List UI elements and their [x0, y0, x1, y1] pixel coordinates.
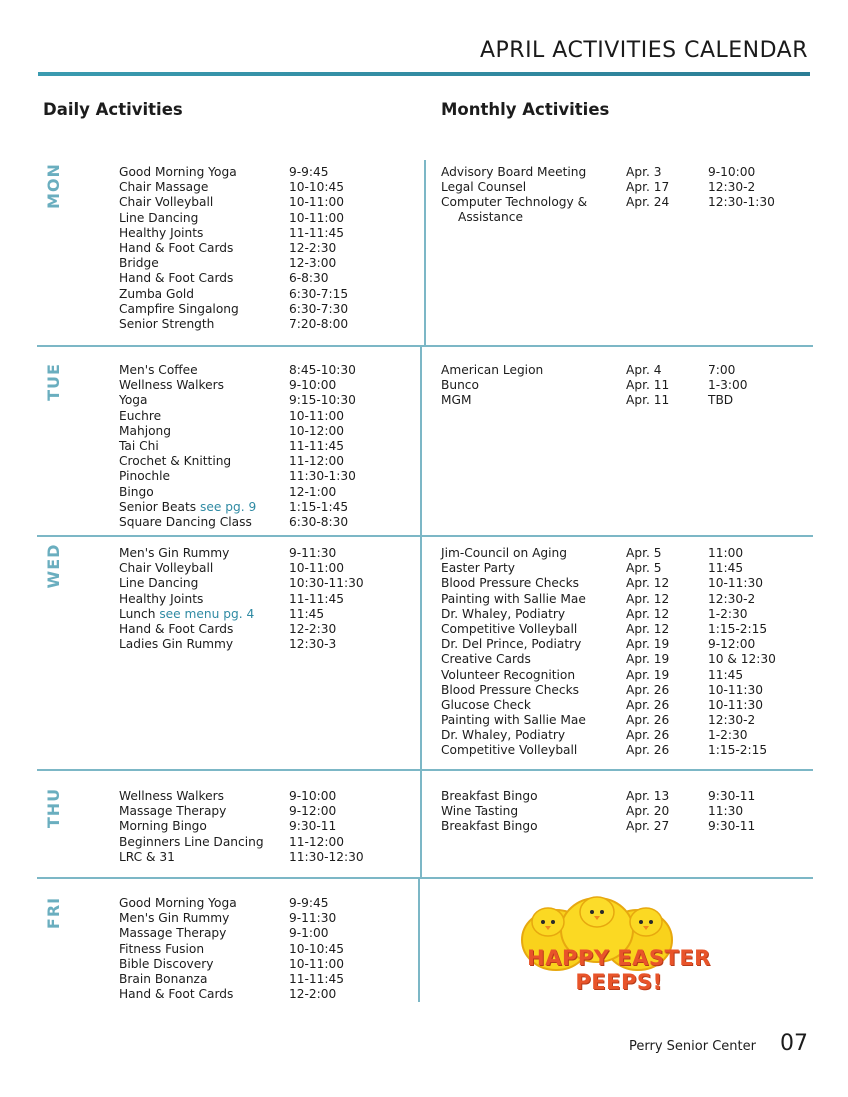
activity-time: 10-10:45: [289, 941, 345, 956]
activity-time: 12:30-2: [708, 713, 756, 728]
activity-time: 10 & 12:30: [708, 652, 776, 667]
activity-time: 6-8:30: [289, 271, 329, 286]
day-label-wed: WED: [44, 543, 63, 589]
activity-name: Healthy Joints: [119, 591, 204, 606]
activity-time: TBD: [708, 393, 734, 408]
activity-time: 12-2:00: [289, 987, 337, 1002]
activity-date: Apr. 24: [626, 195, 670, 210]
activity-date: Apr. 5: [626, 561, 662, 576]
daily-activities-heading: Daily Activities: [43, 100, 183, 119]
peeps-caption: HAPPY EASTER PEEPS!: [527, 946, 711, 994]
activity-date: Apr. 20: [626, 804, 670, 819]
activity-name: Chair Massage: [119, 180, 209, 195]
monthly-item-continuation: Assistance: [458, 210, 523, 224]
activity-name: Line Dancing: [119, 210, 199, 225]
activity-name: Healthy Joints: [119, 225, 204, 240]
activity-time: 7:00: [708, 363, 736, 377]
activity-name: Painting with Sallie Mae: [441, 713, 586, 728]
activity-name: Bunco: [441, 378, 479, 393]
activity-time: 9-11:30: [289, 546, 337, 560]
activity-time: 12:30-2: [708, 180, 756, 195]
activity-name: Painting with Sallie Mae: [441, 591, 586, 606]
activity-time: 9-10:00: [289, 789, 337, 803]
activity-date: Apr. 3: [626, 165, 662, 179]
activity-name: Beginners Line Dancing: [119, 834, 264, 849]
activity-name: Euchre: [119, 408, 162, 423]
activity-name: Bingo: [119, 484, 154, 499]
footer-center-name: Perry Senior Center: [629, 1039, 756, 1054]
activity-time: 12:30-2: [708, 591, 756, 606]
activity-time: 6:30-7:15: [289, 286, 349, 301]
activity-name: Bridge: [119, 256, 159, 271]
day-label-thu: THU: [44, 787, 63, 829]
activity-time: 11-11:45: [289, 971, 345, 986]
activity-name: Blood Pressure Checks: [441, 576, 580, 591]
activity-time: 12-1:00: [289, 484, 337, 499]
activity-date: Apr. 27: [626, 819, 670, 834]
activity-date: Apr. 12: [626, 606, 670, 621]
activity-time: 11:30-12:30: [289, 849, 364, 864]
activity-name: Hand & Foot Cards: [119, 240, 234, 255]
activity-date: Apr. 13: [626, 789, 670, 803]
easter-peeps-graphic: [488, 896, 750, 1000]
activity-name: Good Morning Yoga: [119, 896, 237, 910]
activity-name: Men's Coffee: [119, 363, 198, 377]
activity-name: Morning Bingo: [119, 819, 207, 834]
column-divider: [420, 536, 422, 770]
activity-time: 11:45: [708, 667, 744, 682]
activity-name: Tai Chi: [119, 438, 159, 453]
activity-time: 11-11:45: [289, 225, 345, 240]
activity-time: 9-12:00: [289, 804, 337, 819]
activity-time: 9-1:00: [289, 926, 329, 941]
activity-name: Competitive Volleyball: [441, 621, 578, 636]
activity-time: 10-11:00: [289, 210, 345, 225]
activity-name: Ladies Gin Rummy: [119, 637, 234, 652]
activity-time: 9:30-11: [708, 819, 756, 834]
activity-time: 10-10:45: [289, 180, 345, 195]
activity-time: 11-12:00: [289, 454, 345, 469]
activity-time: 6:30-8:30: [289, 514, 349, 529]
activity-time: 9:30-11: [289, 819, 337, 834]
activity-time: 12:30-3: [289, 637, 337, 652]
column-divider: [418, 878, 420, 1002]
activity-time: 9-9:45: [289, 896, 329, 910]
activity-name: Wellness Walkers: [119, 789, 225, 803]
peep-head-center: [580, 897, 614, 927]
row-divider: [37, 769, 813, 771]
peep-head-left: [532, 908, 564, 936]
activity-name: Good Morning Yoga: [119, 165, 237, 179]
activity-date: Apr. 4: [626, 363, 662, 377]
activity-time: 11-12:00: [289, 834, 345, 849]
activity-name: Mahjong: [119, 423, 172, 438]
activity-time: 12:30-1:30: [708, 195, 775, 210]
activity-date: Apr. 26: [626, 713, 670, 728]
activity-date: Apr. 12: [626, 591, 670, 606]
activity-name: Massage Therapy: [119, 926, 227, 941]
day-label-mon: MON: [44, 163, 63, 209]
activity-name: American Legion: [441, 363, 544, 377]
activity-time: 12-3:00: [289, 256, 337, 271]
activity-date: Apr. 11: [626, 393, 670, 408]
activity-name: LRC & 31: [119, 849, 175, 864]
activity-time: 9-10:00: [708, 165, 756, 179]
activity-name: Men's Gin Rummy: [119, 546, 230, 560]
activity-name: MGM: [441, 393, 472, 408]
activity-name: Senior Strength: [119, 316, 215, 331]
activity-date: Apr. 19: [626, 637, 670, 652]
activity-time: 12-2:30: [289, 240, 337, 255]
activity-time: 10-11:00: [289, 956, 345, 971]
activity-name: Breakfast Bingo: [441, 789, 538, 803]
activity-time: 10-11:30: [708, 682, 764, 697]
activity-time: 11:00: [708, 546, 744, 560]
activity-date: Apr. 26: [626, 682, 670, 697]
activity-date: Apr. 26: [626, 743, 670, 758]
column-divider: [424, 160, 426, 346]
activity-time: 9:30-11: [708, 789, 756, 803]
activity-date: Apr. 26: [626, 728, 670, 743]
activity-name: Creative Cards: [441, 652, 531, 667]
activity-name: Pinochle: [119, 469, 170, 484]
activity-name: Chair Volleyball: [119, 561, 214, 576]
peep-head-right: [630, 908, 662, 936]
activity-name: Yoga: [119, 393, 148, 408]
activity-time: 11-11:45: [289, 591, 345, 606]
activity-name: Wellness Walkers: [119, 378, 225, 393]
activity-name: Easter Party: [441, 561, 515, 576]
activity-time: 11:30: [708, 804, 744, 819]
activity-name: Campfire Singalong: [119, 301, 239, 316]
activity-name: Zumba Gold: [119, 286, 195, 301]
day-label-fri: FRI: [44, 896, 63, 930]
activity-name: Hand & Foot Cards: [119, 987, 234, 1002]
activity-time: 9:15-10:30: [289, 393, 356, 408]
activity-time: 10-11:00: [289, 195, 345, 210]
row-divider: [37, 535, 813, 537]
activity-name: Line Dancing: [119, 576, 199, 591]
activity-time: 11:30-1:30: [289, 469, 356, 484]
activity-name: Glucose Check: [441, 697, 531, 712]
activity-time: 10-11:00: [289, 408, 345, 423]
column-divider: [420, 770, 422, 878]
activity-date: Apr. 12: [626, 576, 670, 591]
activity-time: 1-2:30: [708, 728, 748, 743]
activity-name: Fitness Fusion: [119, 941, 205, 956]
activity-date: Apr. 19: [626, 667, 670, 682]
page-reference-link[interactable]: see pg. 9: [200, 499, 257, 514]
activity-name: Lunch: [119, 606, 156, 621]
activity-name: Hand & Foot Cards: [119, 271, 234, 286]
activity-time: 9-12:00: [708, 637, 756, 652]
activity-name: Computer Technology &: [441, 195, 588, 210]
activity-name: Hand & Foot Cards: [119, 621, 234, 636]
activity-time: 7:20-8:00: [289, 316, 349, 331]
activity-name: Jim-Council on Aging: [441, 546, 567, 560]
activity-name: Blood Pressure Checks: [441, 682, 580, 697]
activity-name: Advisory Board Meeting: [441, 165, 587, 179]
activity-name: Competitive Volleyball: [441, 743, 578, 758]
activity-name: Breakfast Bingo: [441, 819, 538, 834]
activity-name: Crochet & Knitting: [119, 454, 232, 469]
activity-time: 10-12:00: [289, 423, 345, 438]
activity-name: Dr. Del Prince, Podiatry: [441, 637, 582, 652]
activity-time: 10-11:00: [289, 561, 345, 576]
activity-time: 10-11:30: [708, 697, 764, 712]
activity-time: 11:45: [708, 561, 744, 576]
activity-time: 1:15-2:15: [708, 743, 768, 758]
activity-date: Apr. 5: [626, 546, 662, 560]
activity-time: 9-11:30: [289, 911, 337, 926]
activity-time: 6:30-7:30: [289, 301, 349, 316]
title-rule: [38, 72, 810, 76]
activity-name: Square Dancing Class: [119, 514, 252, 529]
activity-time: 1:15-2:15: [708, 621, 768, 636]
activity-name: Brain Bonanza: [119, 971, 208, 986]
activity-name: Bible Discovery: [119, 956, 214, 971]
monthly-activities-heading: Monthly Activities: [441, 100, 610, 119]
activity-time: 10:30-11:30: [289, 576, 364, 591]
activity-time: 1-3:00: [708, 378, 748, 393]
activity-name: Chair Volleyball: [119, 195, 214, 210]
activity-date: Apr. 12: [626, 621, 670, 636]
activity-name: Wine Tasting: [441, 804, 519, 819]
activity-name-with-link: [119, 607, 254, 622]
activity-time: 12-2:30: [289, 621, 337, 636]
activity-time: 1:15-1:45: [289, 499, 349, 514]
activity-name: Legal Counsel: [441, 180, 527, 195]
activity-name: Men's Gin Rummy: [119, 911, 230, 926]
page-reference-link[interactable]: see menu pg. 4: [159, 606, 255, 621]
activity-date: Apr. 19: [626, 652, 670, 667]
activity-name: Dr. Whaley, Podiatry: [441, 606, 566, 621]
activity-time: 11-11:45: [289, 438, 345, 453]
activity-time: 1-2:30: [708, 606, 748, 621]
activity-name: Senior Beats: [119, 499, 197, 514]
activity-name-with-link: [119, 500, 256, 515]
activity-name: Volunteer Recognition: [441, 667, 576, 682]
activity-name: Massage Therapy: [119, 804, 227, 819]
footer-page-number: 07: [780, 1031, 808, 1056]
activity-time: 8:45-10:30: [289, 363, 356, 377]
activity-time: 9-9:45: [289, 165, 329, 179]
page-title: APRIL ACTIVITIES CALENDAR: [479, 38, 808, 63]
row-divider: [37, 877, 813, 879]
activity-date: Apr. 17: [626, 180, 670, 195]
column-divider: [420, 346, 422, 536]
activity-time: 9-10:00: [289, 378, 337, 393]
day-label-tue: TUE: [44, 363, 63, 401]
activity-date: Apr. 26: [626, 697, 670, 712]
activity-name: Dr. Whaley, Podiatry: [441, 728, 566, 743]
activity-time: 10-11:30: [708, 576, 764, 591]
activity-date: Apr. 11: [626, 378, 670, 393]
row-divider: [37, 345, 813, 347]
activity-time: 11:45: [289, 606, 325, 621]
